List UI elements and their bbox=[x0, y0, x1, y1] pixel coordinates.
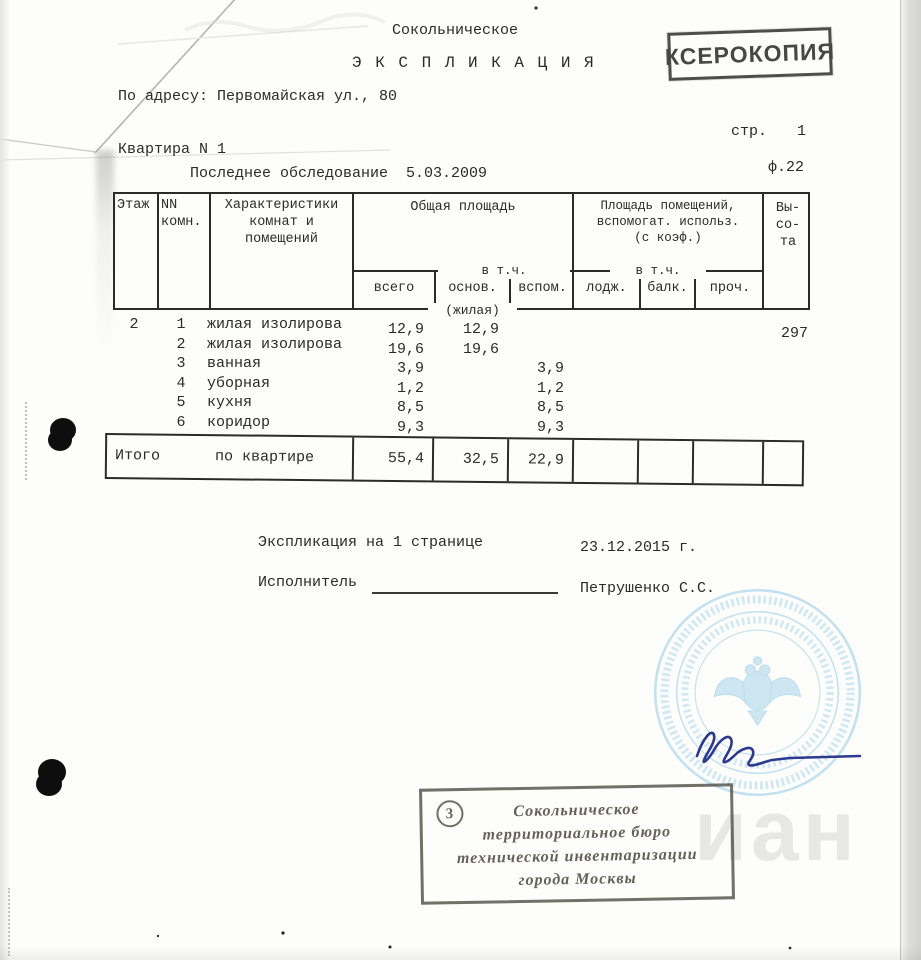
subcol-main-note: (жилая) bbox=[428, 303, 517, 319]
page-number-label: стр. bbox=[731, 123, 768, 140]
address-line: По адресу: Первомайская ул., 80 bbox=[118, 88, 398, 105]
bureau-stamp bbox=[419, 783, 735, 904]
table-row: 2 1 жилая изолирова 12,9 12,9 297 bbox=[129, 316, 808, 342]
subcol-aux: вспом. bbox=[509, 272, 574, 308]
subcol-main: основ. (жилая) bbox=[434, 272, 509, 308]
incl-label-aux: в т.ч. bbox=[610, 263, 706, 279]
group-total-area: Общая площадь в т.ч. всего основ. (жилая) вспом. bbox=[352, 194, 572, 308]
col-characteristics: Характеристики комнат и помещений bbox=[209, 194, 352, 308]
executor-signature-line bbox=[372, 592, 558, 594]
table-row: 2 жилая изолирова 19,6 19,6 bbox=[176, 335, 499, 358]
scan-right-edge bbox=[900, 0, 921, 960]
left-margin-marks bbox=[25, 402, 27, 480]
subcol-loggia: лодж. bbox=[586, 281, 627, 296]
document-date: 23.12.2015 г. bbox=[580, 539, 698, 556]
xerox-copy-stamp bbox=[664, 27, 836, 81]
table-row: 3 ванная 3,9 3,9 bbox=[176, 355, 564, 377]
pages-note: Экспликация на 1 странице bbox=[258, 534, 484, 551]
scan-bottom-edge bbox=[0, 946, 921, 960]
form-code: ф.22 bbox=[768, 159, 805, 176]
xerox-copy-stamp-label: КСЕРОКОПИЯ bbox=[664, 37, 836, 70]
bureau-stamp-number: 3 bbox=[436, 800, 463, 827]
bureau-stamp-line2: территориальное бюро bbox=[482, 823, 672, 844]
incl-label-total: в т.ч. bbox=[438, 263, 570, 279]
page-number-value: 1 bbox=[797, 123, 807, 140]
subcol-balcony: балк. bbox=[639, 272, 694, 308]
table-row: 4 уборная 1,2 1,2 bbox=[176, 374, 564, 397]
region-title: Сокольническое bbox=[392, 22, 519, 39]
table-total-row: Итого по квартире 55,4 32,5 22,9 bbox=[105, 433, 804, 486]
col-floor: Этаж bbox=[117, 198, 150, 213]
site-watermark: иан bbox=[694, 783, 859, 879]
executor-label: Исполнитель bbox=[258, 574, 358, 591]
scan-left-edge bbox=[0, 0, 10, 960]
subcol-other: проч. bbox=[694, 272, 764, 308]
explication-table-header bbox=[113, 192, 810, 318]
executor-name: Петрушенко С.С. bbox=[580, 580, 716, 597]
scan-smudge bbox=[96, 150, 114, 360]
last-survey-line: Последнее обследование 5.03.2009 bbox=[190, 165, 488, 182]
bureau-stamp-line4: города Москвы bbox=[518, 869, 637, 890]
signature bbox=[680, 712, 880, 772]
subcol-total: всего bbox=[373, 281, 415, 296]
doc-title: Э К С П Л И К А Ц И Я bbox=[352, 54, 596, 72]
bureau-stamp-line3: технической инвентаризации bbox=[456, 845, 698, 868]
apartment-title: Квартира N 1 bbox=[118, 141, 227, 158]
explication-table-body bbox=[113, 316, 810, 436]
col-room-number: NN комн. bbox=[157, 194, 209, 308]
group-aux-area: Площадь помещений, вспомогат. использ. (с коэф.) в т.ч. лодж. балк. проч. bbox=[572, 194, 762, 308]
bureau-stamp-line1: Сокольническое bbox=[513, 800, 640, 821]
table-row: 6 коридор 9,3 9,3 bbox=[176, 413, 564, 436]
table-row: 5 кухня 8,5 8,5 bbox=[176, 394, 564, 416]
col-height: Вы- со- та bbox=[762, 194, 812, 308]
